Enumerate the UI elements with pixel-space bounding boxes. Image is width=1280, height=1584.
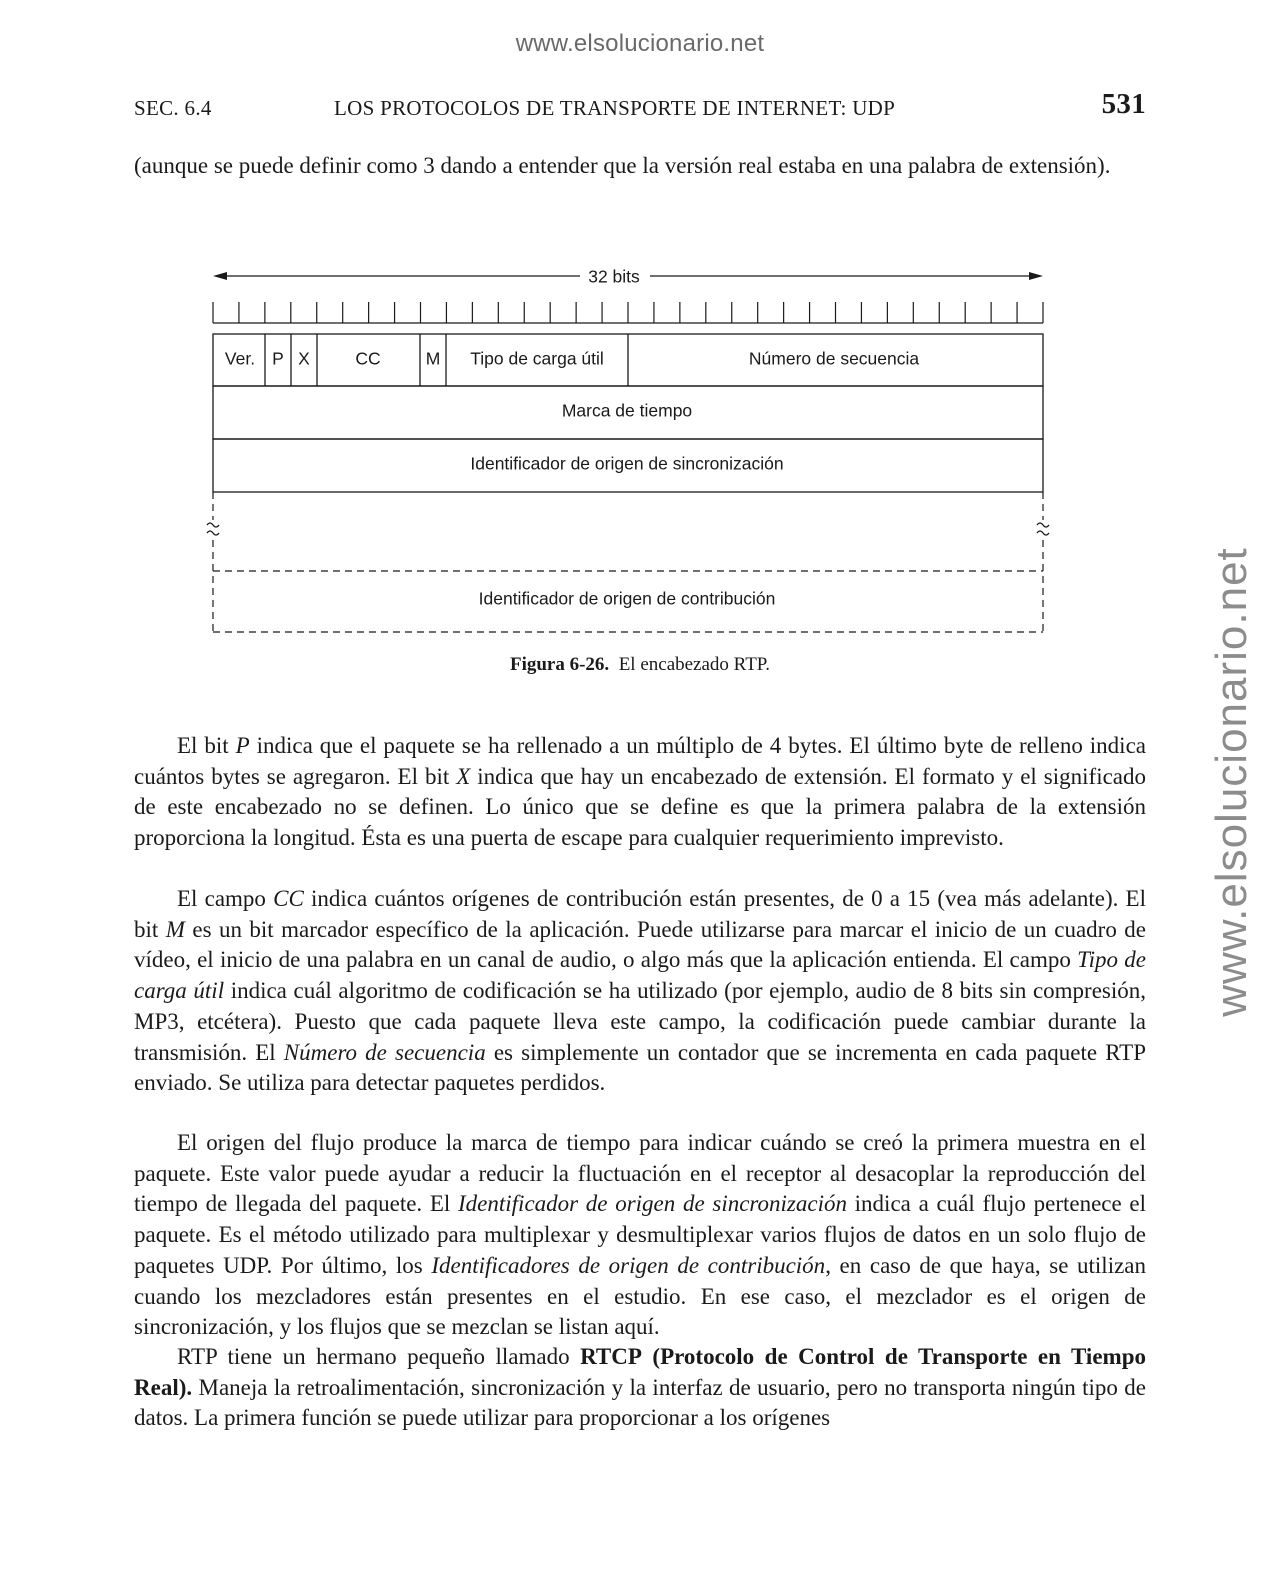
paragraph-2: El campo CC indica cuántos orígenes de contribución están presentes, de 0 a 15 (vea más adelante). El bit M es un bit marcador específico de la aplicación. Puede utilizarse para marcar el inicio de un cuadro de vídeo, el inicio de una palabra en un canal de audio, o algo más que la aplicación entienda. El campo Tipo de carga útil indica cuál algoritmo de codificación se ha utilizado (por ejemplo, audio de 8 bits sin compresión, MP3, etcétera). Puesto que cada paquete lleva este campo, la codificación puede cambiar durante la transmisión. El Número de secuencia es simplemente un contador que se incrementa en cada paquete RTP enviado. Se utiliza para detectar paquetes perdidos. — [134, 886, 1147, 1096]
field-cc: CC — [355, 348, 381, 369]
watermark-side-text: www.elsolucionario.net — [1207, 547, 1256, 1017]
section-number: SEC. 6.4 — [134, 96, 212, 120]
field-ver: Ver. — [224, 348, 256, 369]
break-gap-right — [1035, 520, 1051, 540]
field-timestamp: Marca de tiempo — [561, 400, 693, 421]
field-sequence-number: Número de secuencia — [748, 348, 920, 369]
watermark-top: www.elsolucionario.net — [515, 30, 765, 57]
bits-label: 32 bits — [584, 267, 644, 288]
field-x: X — [298, 348, 310, 369]
figure-caption-text: El encabezado RTP. — [618, 654, 771, 675]
field-csrc: Identificador de origen de contribución — [478, 588, 776, 609]
page-number: 531 — [1101, 88, 1146, 120]
paragraph-1: El bit P indica que el paquete se ha rellenado a un múltiplo de 4 bytes. El último byte de relleno indica cuántos bytes se agregaron. El bit X indica que hay un encabezado de extensión. El formato y el significado de este encabezado no se definen. Lo único que se define es que la primera palabra de la extensión proporciona la longitud. Ésta es una puerta de escape para cualquier requerimiento imprevisto. — [134, 733, 1146, 851]
field-p: P — [272, 348, 284, 369]
chapter-section-title: LOS PROTOCOLOS DE TRANSPORTE DE INTERNET: UDP — [334, 96, 896, 120]
figure-caption-number: Figura 6-26. — [509, 654, 610, 675]
intro-paragraph: (aunque se puede definir como 3 dando a entender que la versión real estaba en una palabra de extensión). — [134, 153, 1111, 178]
field-payload-type: Tipo de carga útil — [470, 348, 604, 369]
rtp-header-diagram — [0, 0, 1280, 700]
bits-arrow-right-head — [1029, 272, 1043, 280]
bits-arrow-left-head — [213, 272, 227, 280]
field-ssrc: Identificador de origen de sincronización — [470, 453, 784, 474]
bit-ruler — [213, 302, 1043, 323]
break-gap-left — [205, 520, 221, 540]
field-m: M — [425, 348, 441, 369]
paragraph-4: RTP tiene un hermano pequeño llamado RTCP (Protocolo de Control de Transporte en Tiempo Real). Maneja la retroalimentación, sincronización y la interfaz de usuario, pero no transporta ningún tipo de datos. La primera función se puede utilizar para proporcionar a los orígenes — [134, 1344, 1146, 1431]
figure-caption — [0, 654, 1280, 676]
paragraph-3: El origen del flujo produce la marca de tiempo para indicar cuándo se creó la primera muestra en el paquete. Este valor puede ayudar a reducir la fluctuación en el receptor al desacoplar la reproducción del tiempo de llegada del paquete. El Identificador de origen de sincronización indica a cuál flujo pertenece el paquete. Es el método utilizado para multiplexar y desmultiplexar varios flujos de datos en un solo flujo de paquetes UDP. Por último, los Identificadores de origen de contribución, en caso de que haya, se utilizan cuando los mezcladores están presentes en el estudio. En ese caso, el mezclador es el origen de sincronización, y los flujos que se mezclan se listan aquí. — [134, 1130, 1147, 1340]
